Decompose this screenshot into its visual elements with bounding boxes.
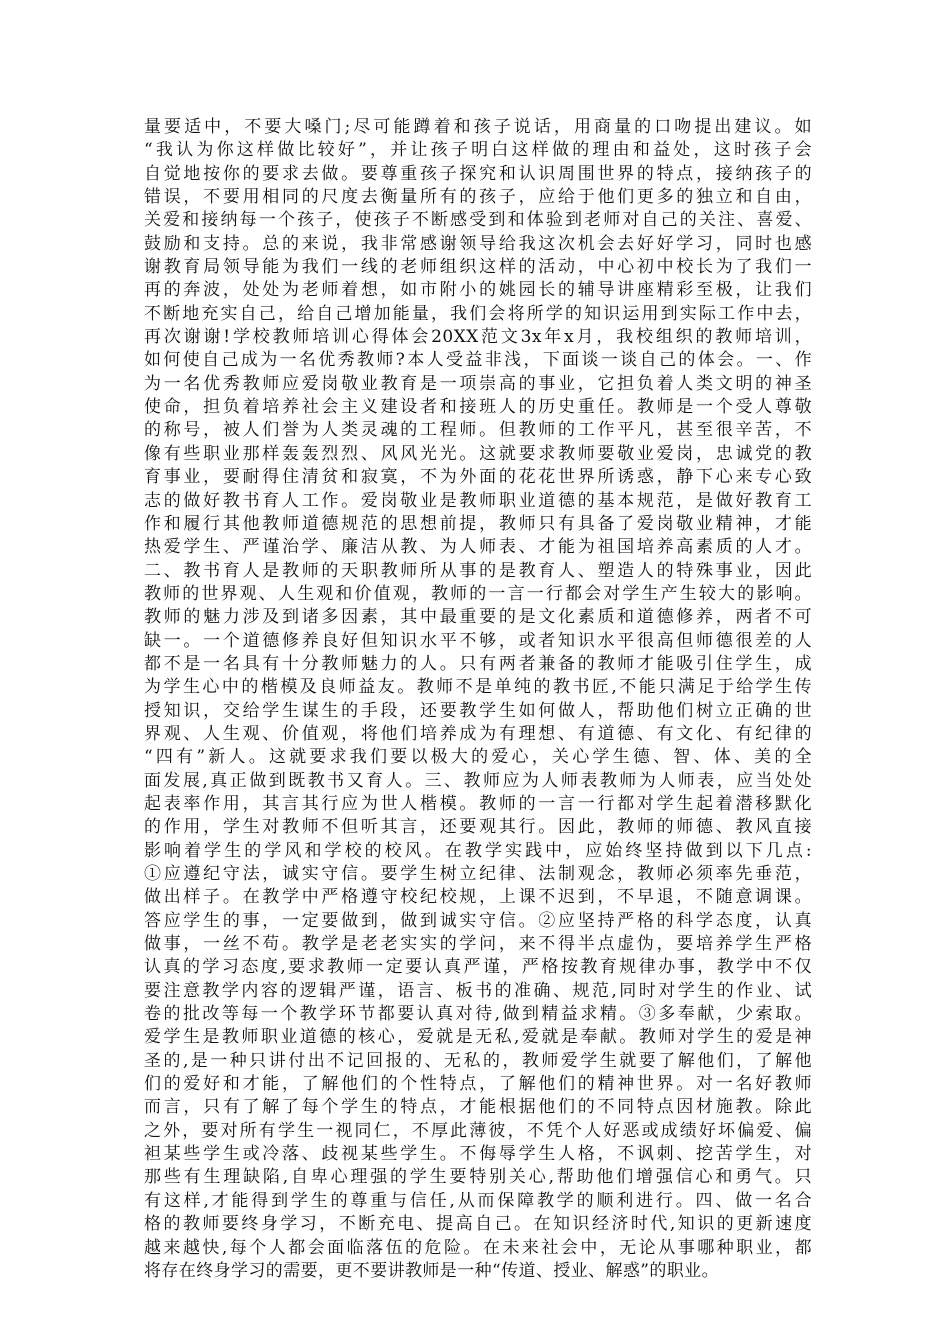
text-line: 像有些职业那样轰轰烈烈、风风光光。这就要求教师要敬业爱岗，忠诚党的教	[144, 443, 812, 464]
text-line: 使命，担负着培养社会主义建设者和接班人的历史重任。教师是一个受人尊敬	[144, 397, 812, 418]
text-line: 作和履行其他教师道德规范的思想前提，教师只有具备了爱岗敬业精神，才能	[144, 513, 812, 534]
body-text	[144, 116, 812, 1283]
text-line: “四有”新人。这就要求我们要以极大的爱心，关心学生德、智、体、美的全	[144, 747, 812, 768]
text-line: 育事业，要耐得住清贫和寂寞，不为外面的花花世界所诱惑，静下心来专心致	[144, 467, 812, 488]
text-line: 做出样子。在教学中严格遵守校纪校规，上课不迟到，不早退，不随意调课。	[144, 887, 812, 908]
text-line: 卷的批改等每一个教学环节都要认真对待,做到精益求精。③多奉献，少索取。	[144, 1004, 812, 1025]
text-line: 面发展,真正做到既教书又育人。三、教师应为人师表教师为人师表，应当处处	[144, 770, 812, 791]
text-line: 错误，不要用相同的尺度去衡量所有的孩子，应给于他们更多的独立和自由，	[144, 187, 812, 208]
text-line: 再次谢谢!学校教师培训心得体会20XX范文3x年x月，我校组织的教师培训，	[144, 327, 812, 348]
text-line: 将存在终身学习的需要，更不要讲教师是一种“传道、授业、解惑”的职业。	[144, 1260, 719, 1281]
text-line: “我认为你这样做比较好”，并让孩子明白这样做的理由和益处，这时孩子会	[144, 140, 812, 161]
text-line: 鼓励和支持。总的来说，我非常感谢领导给我这次机会去好好学习，同时也感	[144, 233, 812, 254]
text-line: 爱学生是教师职业道德的核心，爱就是无私,爱就是奉献。教师对学生的爱是神	[144, 1027, 812, 1048]
text-line: 格的教师要终身学习，不断充电、提高自己。在知识经济时代,知识的更新速度	[144, 1214, 812, 1235]
text-line: 起表率作用，其言其行应为世人楷模。教师的一言一行都对学生起着潜移默化	[144, 793, 812, 814]
text-line: 缺一。一个道德修养良好但知识水平不够，或者知识水平很高但师德很差的人	[144, 630, 812, 651]
text-line: 袒某些学生或冷落、歧视某些学生。不侮辱学生人格，不讽刺、挖苦学生，对	[144, 1144, 812, 1165]
text-line: 的称号，被人们誉为人类灵魂的工程师。但教师的工作平凡，甚至很辛苦，不	[144, 420, 812, 441]
text-line: 认真的学习态度,要求教师一定要认真严谨，严格按教育规律办事，教学中不仅	[144, 957, 812, 978]
text-line: 关爱和接纳每一个孩子，使孩子不断感受到和体验到老师对自己的关注、喜爱、	[144, 210, 812, 231]
text-line: 要注意教学内容的逻辑严谨，语言、板书的准确、规范,同时对学生的作业、试	[144, 980, 812, 1001]
text-line: 圣的,是一种只讲付出不记回报的、无私的，教师爱学生就要了解他们，了解他	[144, 1050, 812, 1071]
text-line: 界观、人生观、价值观，将他们培养成为有理想、有道德、有文化、有纪律的	[144, 723, 812, 744]
text-line: 热爱学生、严谨治学、廉洁从教、为人师表、才能为祖国培养高素质的人才。	[144, 537, 812, 558]
text-line: 谢教育局领导能为我们一线的老师组织这样的活动，中心初中校长为了我们一	[144, 257, 812, 278]
text-line: 们的爱好和才能，了解他们的个性特点，了解他们的精神世界。对一名好教师	[144, 1074, 812, 1095]
text-line: 越来越快,每个人都会面临落伍的危险。在未来社会中，无论从事哪种职业，都	[144, 1237, 812, 1258]
text-line: 为学生心中的楷模及良师益友。教师不是单纯的教书匠,不能只满足于给学生传	[144, 677, 812, 698]
text-line: 而言，只有了解了每个学生的特点，才能根据他们的不同特点因材施教。除此	[144, 1097, 812, 1118]
text-line: 影响着学生的学风和学校的校风。在教学实践中，应始终坚持做到以下几点:	[144, 840, 812, 861]
text-line: 志的做好教书育人工作。爱岗敬业是教师职业道德的基本规范，是做好教育工	[144, 490, 812, 511]
text-line: 之外，要对所有学生一视同仁，不厚此薄彼，不凭个人好恶或成绩好坏偏爱、偏	[144, 1120, 812, 1141]
text-line: 教师的魅力涉及到诸多因素，其中最重要的是文化素质和道德修养，两者不可	[144, 607, 812, 628]
text-line: ①应遵纪守法，诚实守信。要学生树立纪律、法制观念，教师必须率先垂范，	[144, 864, 812, 884]
text-line: 的作用，学生对教师不但听其言，还要观其行。因此，教师的师德、教风直接	[144, 817, 812, 838]
text-line: 做事，一丝不苟。教学是老老实实的学问，来不得半点虚伪，要培养学生严格	[144, 934, 812, 955]
text-line: 不断地充实自己，给自己增加能量，我们会将所学的知识运用到实际工作中去，	[144, 303, 812, 324]
text-line: 授知识，交给学生谋生的手段，还要教学生如何做人，帮助他们树立正确的世	[144, 700, 812, 721]
text-line: 如何使自己成为一名优秀教师?本人受益非浅，下面谈一谈自己的体会。一、作	[144, 350, 812, 371]
text-line: 再的奔波，处处为老师着想，如市附小的姚园长的辅导讲座精彩至极，让我们	[144, 280, 812, 301]
text-line: 有这样,才能得到学生的尊重与信任,从而保障教学的顺利进行。四、做一名合	[144, 1190, 812, 1211]
text-line: 教师的世界观、人生观和价值观，教师的一言一行都会对学生产生较大的影响。	[144, 583, 812, 604]
text-line: 为一名优秀教师应爱岗敬业教育是一项崇高的事业，它担负着人类文明的神圣	[144, 373, 812, 394]
text-line: 量要适中，不要大嗓门;尽可能蹲着和孩子说话，用商量的口吻提出建议。如	[144, 117, 812, 137]
text-line: 那些有生理缺陷,自卑心理强的学生要特别关心,帮助他们增强信心和勇气。只	[144, 1167, 812, 1188]
text-line: 答应学生的事，一定要做到，做到诚实守信。②应坚持严格的科学态度，认真	[144, 910, 812, 931]
text-line: 自觉地按你的要求去做。要尊重孩子探究和认识周围世界的特点，接纳孩子的	[144, 163, 812, 184]
text-line: 二、教书育人是教师的天职教师所从事的是教育人、塑造人的特殊事业，因此	[144, 560, 812, 581]
text-line: 都不是一名具有十分教师魅力的人。只有两者兼备的教师才能吸引住学生，成	[144, 653, 812, 674]
